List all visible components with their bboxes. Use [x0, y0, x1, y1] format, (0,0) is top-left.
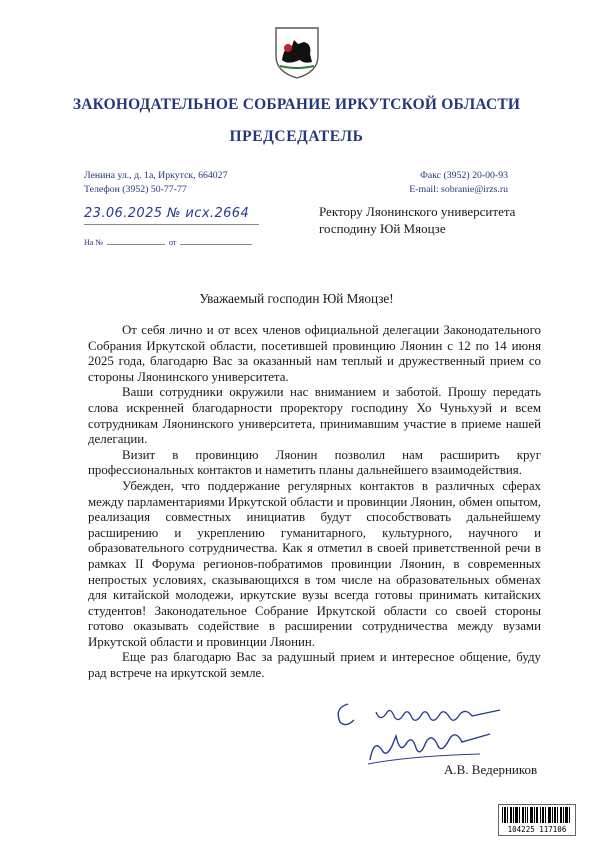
reference-line [84, 238, 256, 247]
document-barcode [498, 804, 576, 836]
barcode-number: 104225 117106 [507, 825, 567, 834]
paragraph: Визит в провинцию Ляонин позволил нам расширить круг профессиональных контактов и наметить планы дальнейшего взаимодействия. [88, 447, 541, 478]
paragraph: Убежден, что поддержание регулярных контактов в различных сферах между парламентариями Иркутской области и провинции Ляонин, обмен опытом, реализация совместных инициатив будут способствовать дальнейшему расширению и укреплению гуманитарного, культурного, научного и образовательного сотрудничества. Как я отметил в своей приветственной речи в рамках II Форума регионов-побратимов провинции Ляонин, в современных непростых условиях, сказывающихся в том числе на образовательных обменах для китайской молодежи, иркутские вузы всегда готовы принимать китайских студентов! Законодательное Собрание Иркутской области со своей стороны готово оказывать содействие в расширении сотрудничества между вузами Иркутской области и провинции Ляонин. [88, 478, 541, 649]
irkutsk-coat-of-arms-icon [274, 26, 320, 80]
paragraph: Еще раз благодарю Вас за радушный прием и интересное общение, буду рад встрече на иркутской земле. [88, 650, 541, 681]
ref-label: На № [84, 238, 103, 247]
paragraph: Ваши сотрудники окружили нас вниманием и заботой. Прошу передать слова искренней благодарности проректору господину Хо Чуньхуэй и всем сотрудникам Ляонинского университета, принимавшим участие в приеме нашей делегации. [88, 385, 541, 447]
role-title: ПРЕДСЕДАТЕЛЬ [229, 128, 364, 145]
letter-body [88, 323, 541, 682]
ref-from-label: от [168, 238, 177, 247]
email-text: E-mail: sobranie@irzs.ru [409, 184, 508, 195]
recipient-block [319, 203, 515, 237]
recipient-line-1: Ректору Ляонинского университета [319, 204, 516, 219]
greeting: Уважаемый господин Юй Мяоцзе! [199, 291, 394, 306]
contact-block-right [409, 169, 508, 197]
recipient-line-2: господину Юй Мяоцзе [319, 221, 446, 236]
signer-name: А.В. Ведерников [444, 762, 538, 777]
phone-text: Телефон (3952) 50-77-77 [84, 184, 187, 195]
paragraph: От себя лично и от всех членов официальной делегации Законодательного Собрания Иркутской области, посетившей провинцию Ляонин с 12 по 14 июня 2025 года, благодарю Вас за оказанный нам теплый и дружественный прием со стороны Ляонинского университета. [88, 323, 541, 384]
fax-text: Факс (3952) 20-00-93 [420, 170, 508, 181]
contact-block-left [84, 169, 227, 197]
org-title: ЗАКОНОДАТЕЛЬНОЕ СОБРАНИЕ ИРКУТСКОЙ ОБЛАСТИ [72, 96, 521, 113]
registration-underline [84, 224, 259, 225]
address-text: Ленина ул., д. 1а, Иркутск, 664027 [84, 170, 228, 181]
registration-handwritten: 23.06.2025 № исх.2664 [84, 206, 250, 221]
